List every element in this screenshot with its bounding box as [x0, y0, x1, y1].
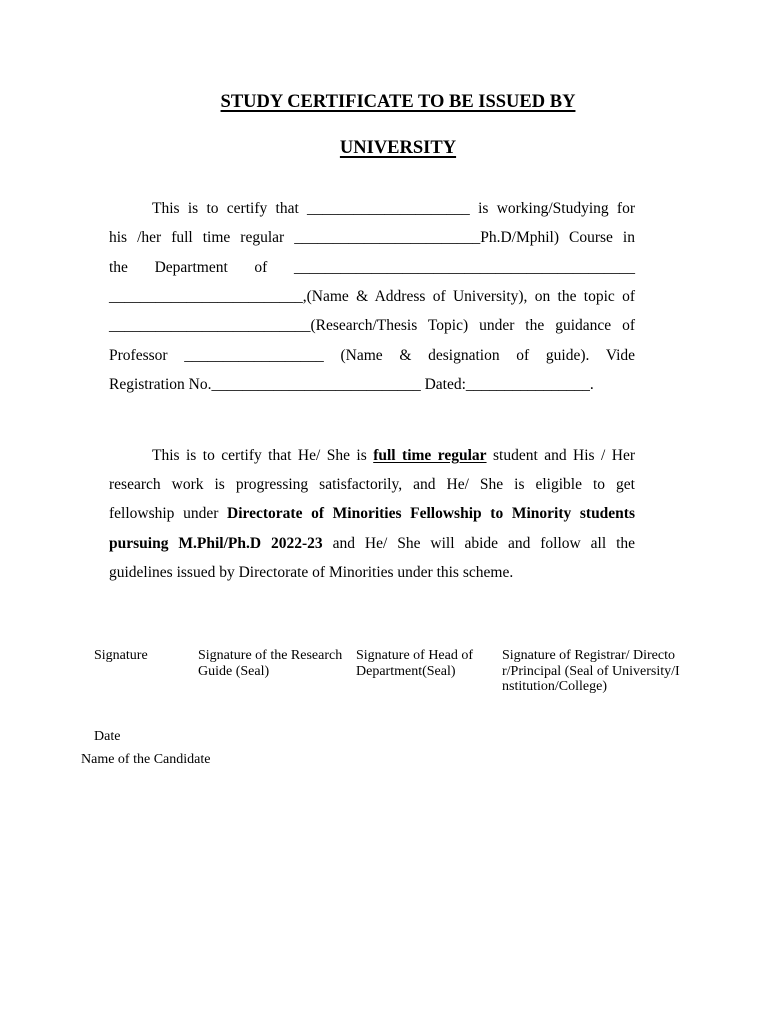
text-period: .	[589, 376, 594, 393]
signature-research-guide: Signature of the Research Guide (Seal)	[198, 648, 343, 679]
text-pursuing-mphil: pursuing M.Phil/Ph.D 2022-23	[109, 535, 323, 552]
signature-candidate: Signature	[94, 648, 148, 663]
text-course-in: Ph.D/Mphil) Course in	[480, 229, 635, 246]
text-department: Department	[154, 259, 228, 276]
para2-line-1	[152, 446, 635, 466]
signature-head-of-department: Signature of Head of Department(Seal)	[356, 648, 474, 679]
date-label: Date	[94, 729, 121, 744]
text-of-guide: of	[516, 347, 530, 364]
text-designation: designation	[428, 347, 500, 364]
text-ampersand: &	[399, 347, 412, 364]
text-student: student and His / Her	[493, 447, 636, 464]
para2-line-4	[109, 534, 635, 554]
registration-blank: ___________________________	[211, 376, 421, 393]
text-registration-no: Registration No.	[109, 376, 212, 393]
text-vide: Vide	[605, 347, 636, 364]
candidate-name-blank: _____________________	[307, 200, 470, 217]
text-research-topic: (Research/Thesis Topic) under the guidance of	[310, 317, 635, 334]
para1-line-1	[152, 199, 635, 219]
candidate-name-label: Name of the Candidate	[81, 752, 211, 767]
para2-line-3	[109, 504, 635, 524]
para2-line-2	[109, 475, 635, 495]
text-directorate-fellowship: Directorate of Minorities Fellowship to Minority students	[227, 505, 635, 522]
university-blank: _________________________	[109, 288, 303, 305]
text-name-address-university: ,(Name & Address of University), on the topic of	[302, 288, 635, 305]
text-guidelines: guidelines issued by Directorate of Minorities under this scheme.	[109, 564, 514, 581]
text-full-time-regular: his /her full time regular	[109, 229, 285, 246]
para1-line-4	[109, 287, 635, 307]
para1-line-3	[109, 258, 635, 278]
text-certify-that: This is to certify that	[152, 200, 299, 217]
text-certify-he-she: This is to certify that He/ She is	[152, 447, 367, 464]
text-dated: Dated:	[424, 376, 466, 393]
signature-registrar: Signature of Registrar/ Director/Principal (Seal of University/Institution/College)	[502, 648, 680, 694]
text-abide-follow: and He/ She will abide and follow all the	[332, 535, 636, 552]
para1-line-5	[109, 316, 635, 336]
para1-line-7	[109, 375, 635, 395]
date-blank: ________________	[465, 376, 590, 393]
text-fellowship-under: fellowship under	[109, 505, 219, 522]
course-blank: ________________________	[294, 229, 481, 246]
certificate-title-line-1: STUDY CERTIFICATE TO BE ISSUED BY	[220, 92, 576, 112]
para1-line-2	[109, 228, 635, 248]
text-full-time-regular-bold: full time regular	[373, 447, 487, 464]
text-professor: Professor	[109, 347, 168, 364]
certificate-title-line-2: UNIVERSITY	[339, 138, 457, 158]
text-the: the	[109, 259, 128, 276]
department-blank: ____________________________________________	[294, 259, 635, 276]
para2-line-5	[109, 563, 635, 583]
text-of: of	[254, 259, 268, 276]
para1-line-6	[109, 346, 635, 366]
text-working-studying: is working/Studying for	[478, 200, 635, 217]
text-research-progress: research work is progressing satisfactorily, and He/ She is eligible to get	[109, 476, 635, 493]
text-name: (Name	[340, 347, 383, 364]
text-guide: guide).	[545, 347, 590, 364]
topic-blank: __________________________	[109, 317, 311, 334]
guide-blank: __________________	[184, 347, 324, 364]
